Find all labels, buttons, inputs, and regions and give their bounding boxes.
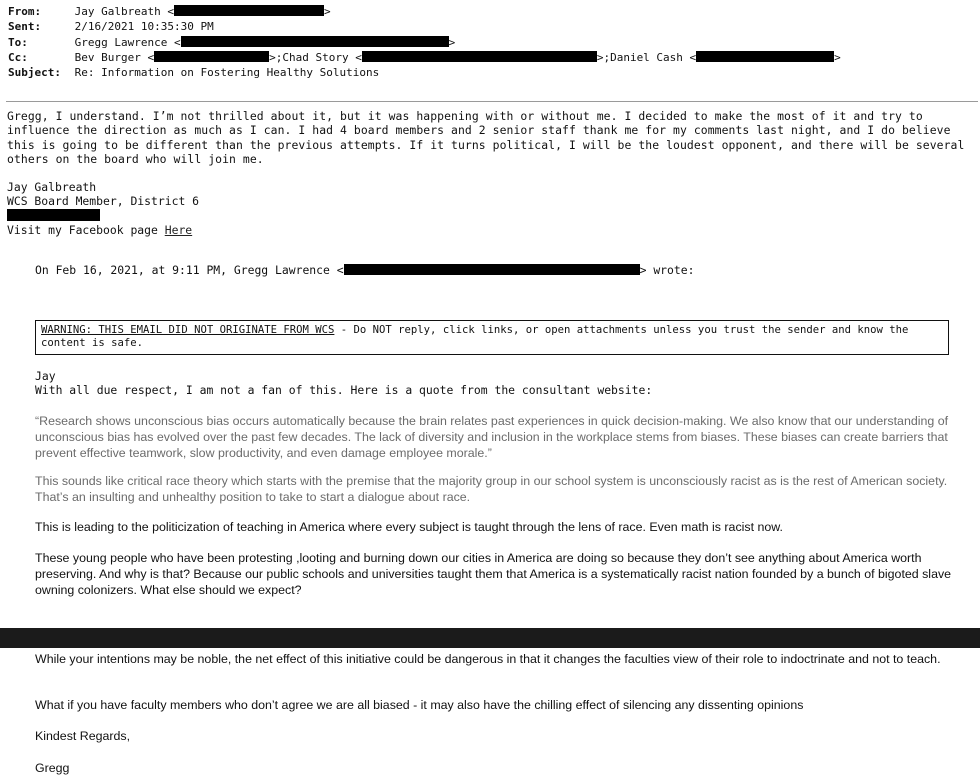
sent-row bbox=[8, 19, 841, 34]
bracket: > bbox=[834, 50, 841, 64]
subject-row bbox=[8, 65, 841, 80]
redaction-bar bbox=[174, 5, 324, 16]
bracket: > bbox=[323, 5, 331, 18]
paragraph-young-people: These young people who have been protesting ,looting and burning down our cities in America are doing so because they don’t see anything about America worth preserving. And why is that? Because our public schools and universities taught them that America is a systematically racist nation founded by a bunch of bigoted slave owning colonizers. What else should we expect? bbox=[35, 551, 952, 597]
facebook-prefix: Visit my Facebook page bbox=[7, 222, 165, 237]
consultant-quote: “Research shows unconscious bias occurs automatically because the brain relates past experiences in quick decision-making. We also know that our understanding of unconscious bias has evolved over the past few decades. The lack of diversity and inclusion in the workplace stems from biases. These biases can create barriers that prevent effective teamwork, slow productivity, and even damage employee morale.” bbox=[35, 414, 949, 460]
quoted-intro: With all due respect, I am not a fan of this. Here is a quote from the consultant website: bbox=[35, 383, 653, 398]
to-row bbox=[8, 35, 841, 50]
bracket: > bbox=[448, 35, 456, 49]
quoted-greeting: Jay bbox=[35, 369, 56, 383]
from-value: Jay Galbreath < bbox=[74, 5, 174, 18]
from-row bbox=[8, 4, 841, 19]
closing: Kindest Regards, bbox=[35, 729, 131, 743]
redaction-bar bbox=[344, 264, 640, 275]
warning-rest: - Do NOT reply, click links, or open attachments unless you trust the sender and know the content is safe. bbox=[41, 324, 909, 349]
email-header bbox=[8, 4, 841, 80]
subject-value: Re: Information on Fostering Healthy Solutions bbox=[74, 66, 380, 80]
facebook-link[interactable]: Here bbox=[164, 222, 193, 237]
facebook-line bbox=[7, 223, 199, 237]
sent-value: 2/16/2021 10:35:30 PM bbox=[74, 20, 214, 34]
attribution-prefix: On Feb 16, 2021, at 9:11 PM, Gregg Lawrence < bbox=[35, 263, 344, 277]
cc-value-3: >;Daniel Cash < bbox=[596, 50, 697, 64]
redaction-bar bbox=[7, 209, 100, 221]
signature-name: Jay Galbreath bbox=[7, 180, 97, 194]
paragraph-crt: This sounds like critical race theory which starts with the premise that the majority group in our school system is unconsciously racist as is the rest of American society. That’s an insulting and unhealthy position to take to start a dialogue about race. bbox=[35, 474, 948, 504]
header-divider bbox=[6, 101, 978, 102]
from-label: From: bbox=[8, 5, 42, 18]
to-label: To: bbox=[8, 35, 28, 49]
quote-attribution bbox=[35, 263, 694, 277]
redaction-bar bbox=[696, 51, 834, 62]
signature-block bbox=[7, 180, 199, 237]
paragraph-politicization: This is leading to the politicization of teaching in America where every subject is taught through the lens of race. Even math is racist now. bbox=[35, 520, 783, 534]
redaction-bar bbox=[154, 51, 269, 62]
page-break-band bbox=[0, 628, 980, 648]
redaction-bar bbox=[181, 36, 449, 47]
reply-body: Gregg, I understand. I’m not thrilled about it, but it was happening with or without me. I decided to make the most of it and try to influence the direction as much as I can. I had 4 board members and 2 senior staff thank me for my comments last night, and I do believe this is going to be different than the previous attempts. If it turns political, I will be the loudest opponent, and there will be several others on the board who will join me. bbox=[7, 109, 965, 166]
paragraph-intentions: While your intentions may be noble, the net effect of this initiative could be dangerous in that it changes the faculties view of their role to indoctrinate and not to teach. bbox=[35, 652, 941, 666]
redaction-bar bbox=[362, 51, 597, 62]
cc-row bbox=[8, 50, 841, 65]
cc-label: Cc: bbox=[8, 50, 28, 64]
quoted-opening bbox=[35, 369, 652, 398]
external-warning-box bbox=[35, 320, 949, 355]
sender-name: Gregg bbox=[35, 761, 70, 775]
to-value: Gregg Lawrence < bbox=[74, 35, 181, 49]
warning-lead: WARNING: THIS EMAIL DID NOT ORIGINATE FROM WCS bbox=[41, 324, 335, 336]
signature-title: WCS Board Member, District 6 bbox=[7, 194, 200, 209]
cc-value-1: Bev Burger < bbox=[74, 50, 155, 64]
paragraph-faculty: What if you have faculty members who don’t agree we are all biased - it may also have the chilling effect of silencing any dissenting opinions bbox=[35, 698, 804, 712]
subject-label: Subject: bbox=[8, 66, 61, 80]
cc-value-2: >;Chad Story < bbox=[269, 50, 362, 64]
attribution-suffix: > wrote: bbox=[639, 263, 695, 277]
signature-redacted-line bbox=[7, 209, 199, 223]
sent-label: Sent: bbox=[8, 20, 42, 34]
